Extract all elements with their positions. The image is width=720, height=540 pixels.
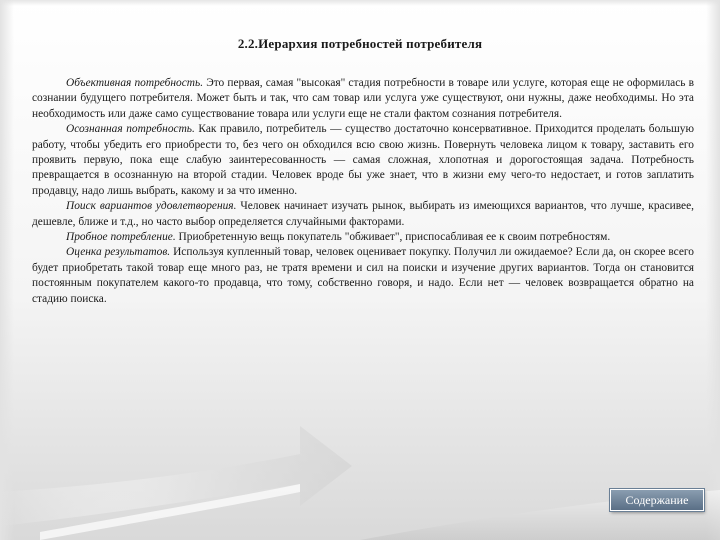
text-search-options: Человек начинает изучать рынок, выбирать из имеющихся вариантов, что лучше, красивее, дешевле, ближе и т.д., но часто выбор определяется случайными факторами. (32, 200, 694, 228)
text-objective-need: Это первая, самая "высокая" стадия потребности в товаре или услуге, которая еще не оформилась в сознании будущего потребителя. Может быть и так, что сам товар или услуга уже существуют, они нужны, даже необходимы. Но эта необходимость или даже само существование товара или услуги еще не стали фактом сознания потребителя. (32, 77, 694, 120)
contents-button[interactable]: Содержание (610, 489, 704, 511)
body-text (32, 76, 694, 307)
paragraph-evaluation (32, 245, 694, 307)
paragraph-objective-need (32, 76, 694, 122)
term-conscious-need: Осознанная потребность. (66, 123, 195, 136)
term-trial-consumption: Пробное потребление. (66, 231, 176, 244)
term-objective-need: Объективная потребность. (66, 77, 204, 89)
term-search-options: Поиск вариантов удовлетворения. (66, 200, 237, 213)
text-conscious-need: Как правило, потребитель — существо достаточно консервативное. Приходится проделать большую работу, чтобы убедить его приобрести то, без чего он обходился всю свою жизнь. Повернуть человека лицом к товару, заставить его проявить первую, пока еще слабую заинтересованность — самая сложная, хлопотная и дорогостоящая задача. Потребность превращается в осознанную на второй стадии. Человек вроде бы уже знает, что в жизни ему чего-то недостает, и готов заплатить продавцу, надо лишь выбрать, какому и за что именно. (32, 123, 694, 197)
decorative-arrow-graphic (0, 380, 720, 540)
paragraph-search-options (32, 199, 694, 230)
top-rule (0, 0, 720, 6)
text-evaluation: Используя купленный товар, человек оценивает покупку. Получил ли ожидаемое? Если да, он скорее всего будет приобретать такой товар еще много раз, не тратя времени и сил на поиски и изучение других вариантов. Тогда он становится постоянным покупателем какого-то продавца, что тому, собственно говоря, и надо. Если нет — человек возвращается обратно на стадию поиска. (32, 246, 694, 305)
page-title: 2.2.Иерархия потребностей потребителя (237, 36, 483, 51)
paragraph-trial-consumption (32, 230, 694, 245)
term-evaluation: Оценка результатов. (66, 246, 171, 259)
paragraph-conscious-need (32, 122, 694, 199)
text-trial-consumption: Приобретенную вещь покупатель "обживает", приспосабливая ее к своим потребностям. (175, 231, 611, 244)
